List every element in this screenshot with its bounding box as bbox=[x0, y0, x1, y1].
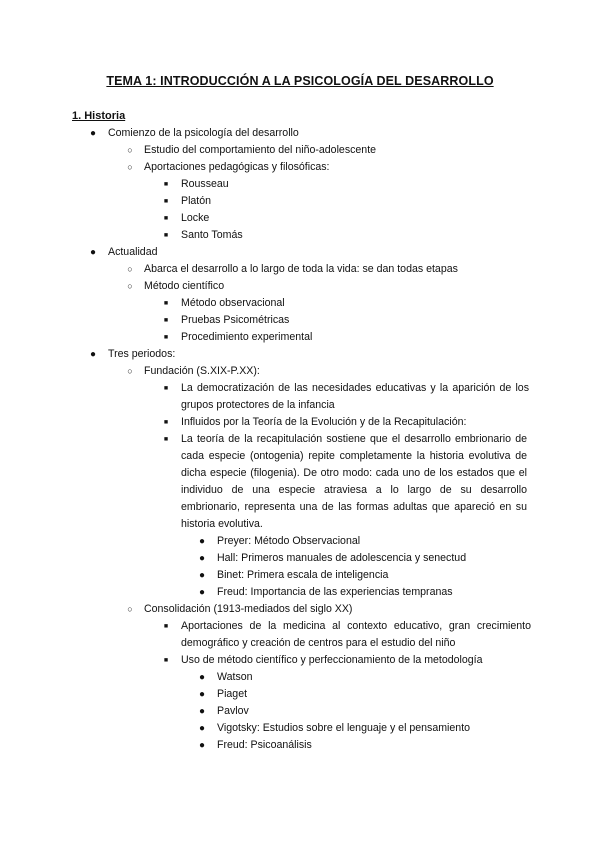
bullet-level1: ● bbox=[198, 553, 206, 564]
list-item: Método observacional bbox=[181, 297, 285, 309]
bullet-level1: ● bbox=[198, 689, 206, 700]
list-item: Vigotsky: Estudios sobre el lenguaje y el pensamiento bbox=[217, 722, 471, 734]
list-item: Aportaciones pedagógicas y filosóficas: bbox=[144, 161, 330, 173]
list-item: Procedimiento experimental bbox=[181, 331, 313, 343]
list-item: Preyer: Método Observacional bbox=[217, 535, 361, 547]
bullet-level1: ● bbox=[89, 128, 97, 139]
list-item: Locke bbox=[181, 212, 210, 224]
list-item: Fundación (S.XIX-P.XX): bbox=[144, 365, 260, 377]
bullet-level1: ● bbox=[198, 723, 206, 734]
list-item: Rousseau bbox=[181, 178, 229, 190]
list-item: Watson bbox=[217, 671, 253, 683]
bullet-level2: ○ bbox=[127, 264, 133, 274]
list-item: Freud: Importancia de las experiencias tempranas bbox=[217, 586, 453, 598]
bullet-level2: ○ bbox=[127, 162, 133, 172]
list-item: Consolidación (1913-mediados del siglo XX) bbox=[144, 603, 353, 615]
bullet-level3: ■ bbox=[163, 657, 169, 664]
bullet-level3: ■ bbox=[163, 215, 169, 222]
list-item: Platón bbox=[181, 195, 212, 207]
list-item: Aportaciones de la medicina al contexto educativo, gran crecimiento demográfico y creación de centros para el estudio del niño bbox=[181, 620, 531, 649]
list-item: Hall: Primeros manuales de adolescencia y senectud bbox=[217, 552, 467, 564]
bullet-level1: ● bbox=[198, 570, 206, 581]
bullet-level3: ■ bbox=[163, 181, 169, 188]
list-item: Pavlov bbox=[217, 705, 249, 717]
list-item: Binet: Primera escala de inteligencia bbox=[217, 569, 389, 581]
bullet-level2: ○ bbox=[127, 281, 133, 291]
list-item: Tres periodos: bbox=[108, 348, 176, 360]
bullet-level3: ■ bbox=[163, 317, 169, 324]
list-item: Método científico bbox=[144, 280, 225, 292]
bullet-level1: ● bbox=[89, 349, 97, 360]
bullet-level3: ■ bbox=[163, 334, 169, 341]
bullet-level1: ● bbox=[198, 740, 206, 751]
bullet-level1: ● bbox=[198, 672, 206, 683]
bullet-level1: ● bbox=[198, 536, 206, 547]
bullet-level2: ○ bbox=[127, 145, 133, 155]
list-item: Estudio del comportamiento del niño-adolescente bbox=[144, 144, 377, 156]
bullet-level3: ■ bbox=[163, 198, 169, 205]
list-item: La democratización de las necesidades educativas y la aparición de los grupos protectores de la infancia bbox=[181, 382, 529, 411]
bullet-level2: ○ bbox=[127, 604, 133, 614]
bullet-level3: ■ bbox=[163, 436, 169, 443]
bullet-level3: ■ bbox=[163, 232, 169, 239]
list-item: Abarca el desarrollo a lo largo de toda la vida: se dan todas etapas bbox=[144, 263, 458, 275]
list-item: Santo Tomás bbox=[181, 229, 243, 241]
bullet-level3: ■ bbox=[163, 385, 169, 392]
list-item: Piaget bbox=[217, 688, 248, 700]
bullet-level3: ■ bbox=[163, 623, 169, 630]
page-title: TEMA 1: INTRODUCCIÓN A LA PSICOLOGÍA DEL DESARROLLO bbox=[106, 74, 494, 88]
list-item: Comienzo de la psicología del desarrollo bbox=[108, 127, 299, 139]
bullet-level2: ○ bbox=[127, 366, 133, 376]
section-heading: 1. Historia bbox=[72, 110, 126, 122]
list-item: La teoría de la recapitulación sostiene que el desarrollo embrionario de cada especie (ontogenia) repite completamente la historia evolutiva de dicha especie (filogenia). De otro modo: cada uno de los estados que el individuo de una especie atraviesa a lo largo de su desarrollo embrionario, representa una de las formas adultas que apareció en su historia evolutiva. bbox=[181, 433, 527, 530]
bullet-level3: ■ bbox=[163, 419, 169, 426]
list-item: Freud: Psicoanálisis bbox=[217, 739, 312, 751]
bullet-level1: ● bbox=[198, 587, 206, 598]
bullet-level3: ■ bbox=[163, 300, 169, 307]
list-item: Uso de método científico y perfeccionamiento de la metodología bbox=[181, 654, 483, 666]
bullet-level1: ● bbox=[89, 247, 97, 258]
list-item: Pruebas Psicométricas bbox=[181, 314, 290, 326]
list-item: Influidos por la Teoría de la Evolución y de la Recapitulación: bbox=[181, 416, 467, 428]
bullet-level1: ● bbox=[198, 706, 206, 717]
list-item: Actualidad bbox=[108, 246, 158, 258]
